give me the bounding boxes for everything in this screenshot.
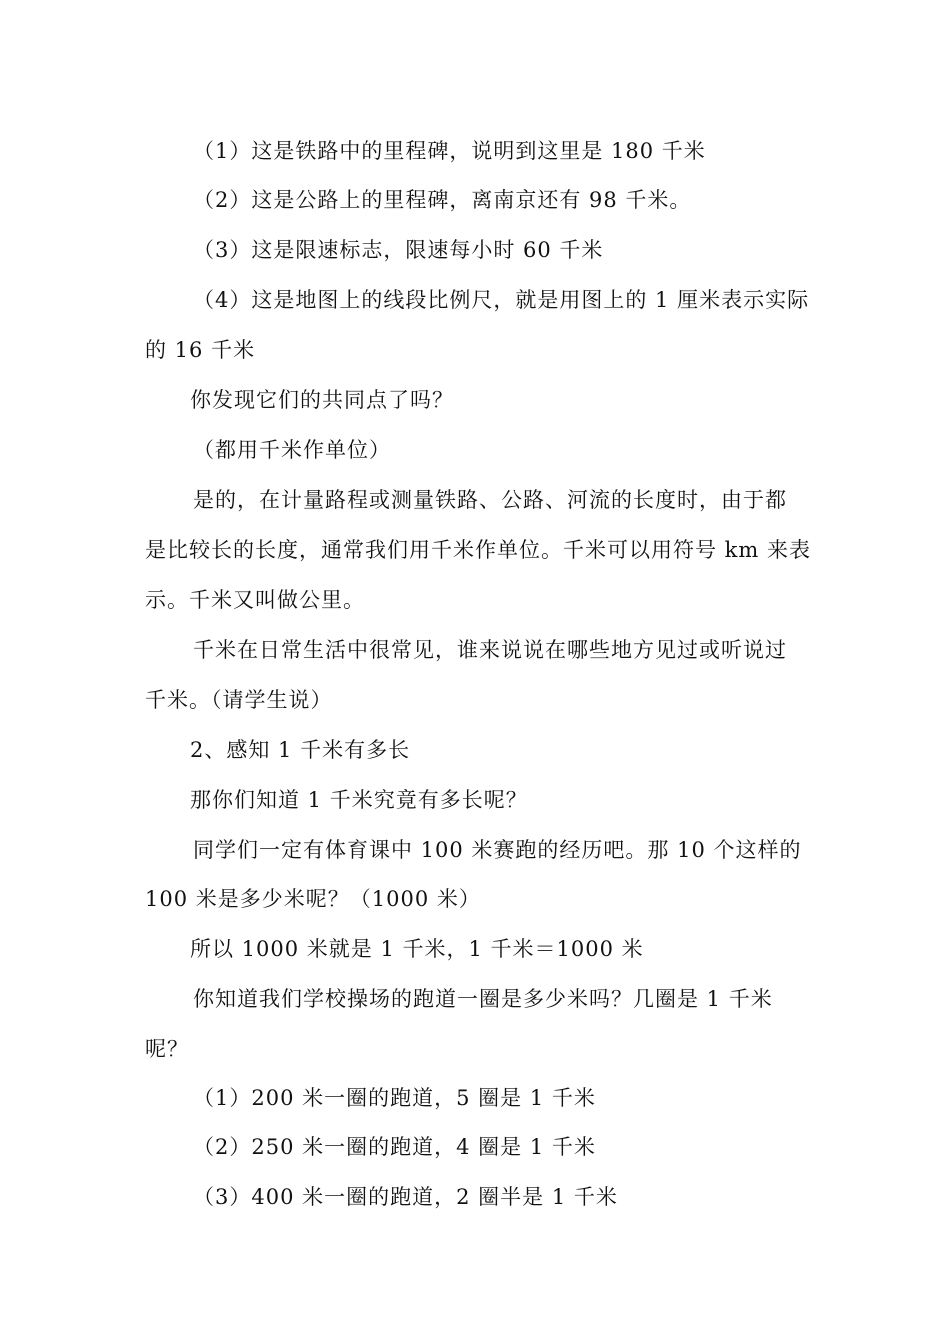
text-line-100m-race-2: 100 米是多少米呢？（1000 米） <box>145 887 481 911</box>
text-line-daily-life-1: 千米在日常生活中很常见，谁来说说在哪些地方见过或听说过 <box>193 638 787 662</box>
text-line-track-400: （3）400 米一圈的跑道，2 圈半是 1 千米 <box>193 1185 618 1209</box>
text-line-map-scale: （4）这是地图上的线段比例尺，就是用图上的 1 厘米表示实际 <box>193 288 810 312</box>
text-line-track-250: （2）250 米一圈的跑道，4 圈是 1 千米 <box>193 1135 596 1159</box>
text-line-track-question-2: 呢？ <box>145 1037 189 1061</box>
text-line-daily-life-2: 千米。（请学生说） <box>145 688 333 712</box>
text-line-railway-milestone: （1）这是铁路中的里程碑，说明到这里是 180 千米 <box>193 139 706 163</box>
text-line-answer-unit: （都用千米作单位） <box>193 438 391 462</box>
text-line-speed-limit: （3）这是限速标志，限速每小时 60 千米 <box>193 238 604 262</box>
text-line-question-common: 你发现它们的共同点了吗？ <box>190 388 454 412</box>
text-line-explanation-1: 是的，在计量路程或测量铁路、公路、河流的长度时，由于都 <box>193 488 787 512</box>
section-heading-perceive-km: 2、感知 1 千米有多长 <box>190 738 411 762</box>
text-line-road-milestone: （2）这是公路上的里程碑，离南京还有 98 千米。 <box>193 188 692 212</box>
text-line-100m-race-1: 同学们一定有体育课中 100 米赛跑的经历吧。那 10 个这样的 <box>193 838 802 862</box>
text-line-km-equals: 所以 1000 米就是 1 千米，1 千米＝1000 米 <box>190 937 644 961</box>
text-line-track-200: （1）200 米一圈的跑道，5 圈是 1 千米 <box>193 1086 596 1110</box>
text-line-explanation-3: 示。千米又叫做公里。 <box>145 588 365 612</box>
text-line-how-long: 那你们知道 1 千米究竟有多长呢？ <box>190 788 528 812</box>
text-line-track-question-1: 你知道我们学校操场的跑道一圈是多少米吗？几圈是 1 千米 <box>193 987 773 1011</box>
text-line-explanation-2: 是比较长的长度，通常我们用千米作单位。千米可以用符号 km 来表 <box>145 538 811 562</box>
text-line-map-scale-cont: 的 16 千米 <box>145 338 256 362</box>
